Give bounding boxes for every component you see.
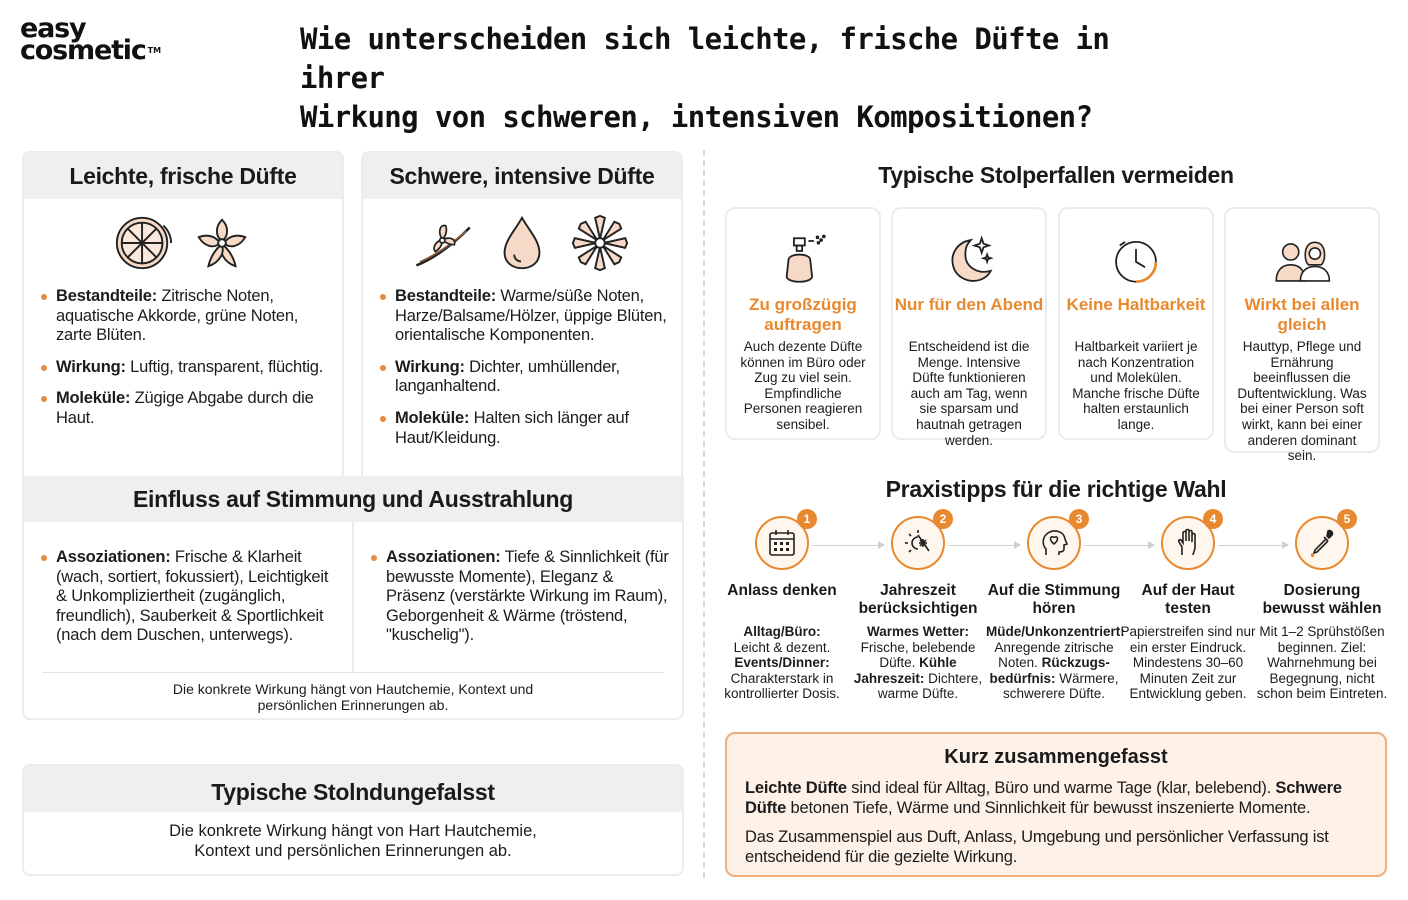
pitfall-text: Entscheidend ist die Menge. Intensive Düfte funktionieren auch am Tag, wenn sie sparsam und hautnah getragen werden.: [908, 339, 1030, 448]
tip-step-1: [714, 512, 850, 702]
light-scents-icons: [24, 199, 342, 287]
step-number-badge: 4: [1203, 509, 1223, 529]
light-scents-card: [22, 151, 344, 476]
light-scents-list: [24, 287, 342, 429]
step-number-badge: 1: [797, 509, 817, 529]
tip-text: Papierstreifen sind nur ein erster Eindruck. Mindestens 30–60 Minuten Zeit zur Entwicklung geben.: [1120, 624, 1256, 702]
flower-blossom-icon: [191, 212, 253, 274]
logo-trademark: TM: [147, 46, 162, 55]
list-item: Moleküle: Zügige Abgabe durch die Haut.: [56, 389, 332, 428]
pitfall-text: Hauttyp, Pflege und Ernährung beeinflussen die Duftentwicklung. Was bei einer Person soft wirkt, kann bei einer anderen dominant sein.: [1237, 339, 1367, 464]
column-divider: [703, 150, 705, 878]
pitfall-card-4: [1224, 207, 1380, 464]
pitfall-text: Auch dezente Düfte können im Büro oder Zug zu viel sein. Empfindliche Personen reagieren sensibel.: [740, 339, 866, 432]
tip-text: Müde/Unkonzentriert: Anregende zitrische Noten. Rückzugs-bedürfnis: Wärmere, schwerere Düfte.: [986, 624, 1125, 702]
light-scents-heading: Leichte, frische Düfte: [24, 153, 342, 199]
moon-stars-icon: [940, 231, 998, 289]
list-item: Wirkung: Dichter, umhüllender, langanhaltend.: [395, 358, 671, 397]
heavy-scents-list: [363, 287, 681, 448]
resin-drop-icon: [491, 212, 553, 274]
citrus-slice-icon: [113, 212, 175, 274]
tip-text: Warmes Wetter: Frische, belebende Düfte. Kühle Jahreszeit: Dichtere, warme Düfte.: [853, 624, 983, 702]
pitfall-title: Wirkt bei allen gleich: [1244, 295, 1360, 334]
list-item: Assoziationen: Frische & Klarheit (wach, sortiert, fokussiert), Leichtigkeit & Unkompliziertheit (zugänglich, freundlich), Sauberkeit & Sportlichkeit (nach dem Duschen, unterwegs).: [56, 548, 342, 646]
star-anise-icon: [569, 212, 631, 274]
list-item: Wirkung: Luftig, transparent, flüchtig.: [56, 358, 332, 378]
summary-paragraph-2: Das Zusammenspiel aus Duft, Anlass, Umgebung und persönlicher Verfassung ist entscheidend für die gezielte Wirkung.: [745, 828, 1329, 866]
mood-col-heavy: [354, 522, 682, 672]
logo-line-1: easy: [20, 13, 86, 44]
tip-step-5: [1254, 512, 1390, 702]
heavy-scents-heading: Schwere, intensive Düfte: [363, 153, 681, 199]
summary-box: [725, 732, 1387, 877]
tip-step-4: [1120, 512, 1256, 702]
people-icon: [1273, 231, 1331, 289]
summary-heading: Kurz zusammengefasst: [944, 746, 1168, 768]
pitfall-title: Nur für den Abend: [894, 295, 1044, 314]
tip-title: Auf die Stimmung hören: [987, 582, 1121, 617]
mood-note: Die konkrete Wirkung hängt von Hautchemie, Kontext und persönlichen Erinnerungen ab.: [42, 672, 664, 713]
heavy-scents-icons: [363, 199, 681, 287]
tips-heading: Praxistipps für die richtige Wahl: [885, 476, 1227, 502]
left-summary-heading: Typische Stolndungefalsst: [24, 766, 682, 812]
mood-heading: Einfluss auf Stimmung und Ausstrahlung: [24, 476, 682, 522]
left-summary-text: Die konkrete Wirkung hängt von Hart Hautchemie, Kontext und persönlichen Erinnerungen ab.: [169, 822, 537, 860]
sun-snowflake-icon: [902, 527, 934, 559]
pitfalls-heading: Typische Stolperfallen vermeiden: [878, 162, 1234, 188]
pitfall-card-2: [891, 207, 1047, 448]
dropper-icon: [1306, 527, 1338, 559]
list-item: Bestandteile: Warme/süße Noten, Harze/Balsame/Hölzer, üppige Blüten, orientalische Komponenten.: [395, 287, 671, 346]
pitfall-card-3: [1058, 207, 1214, 440]
tip-text: Mit 1–2 Sprühstößen beginnen. Ziel: Wahrnehmung bei Begegnung, nicht schon beim Eintreten.: [1256, 624, 1388, 702]
head-heart-icon: [1038, 527, 1070, 559]
tip-title: Jahreszeit berücksichtigen: [858, 582, 978, 617]
tip-title: Dosierung bewusst wählen: [1262, 582, 1382, 617]
summary-paragraph-1: Leichte Düfte sind ideal für Alltag, Büro und warme Tage (klar, belebend). Schwere Düfte betonen Tiefe, Wärme und Sinnlichkeit für bewusst inszenierte Momente.: [745, 779, 1342, 817]
pitfall-card-1: [725, 207, 881, 440]
tip-step-3: [986, 512, 1125, 702]
heavy-scents-card: [361, 151, 683, 476]
brand-logo: [20, 13, 190, 66]
list-item: Bestandteile: Zitrische Noten, aquatische Akkorde, grüne Noten, zarte Blüten.: [56, 287, 332, 346]
step-number-badge: 5: [1337, 509, 1357, 529]
tip-title: Anlass denken: [727, 582, 837, 599]
mood-card: [22, 476, 684, 720]
tip-title: Auf der Haut testen: [1141, 582, 1235, 617]
pitfall-title: Keine Haltbarkeit: [1066, 295, 1206, 314]
clock-icon: [1107, 231, 1165, 289]
logo-line-2: cosmetic: [20, 35, 146, 66]
list-item: Moleküle: Halten sich länger auf Haut/Kleidung.: [395, 409, 671, 448]
pitfall-title: Zu großzügig auftragen: [749, 295, 857, 334]
hand-icon: [1172, 527, 1204, 559]
list-item: Assoziationen: Tiefe & Sinnlichkeit (für bewusste Momente), Eleganz & Präsenz (verstärkte Wirkung im Raum), Geborgenheit & Wärme (tröstend, "kuschelig").: [386, 548, 672, 646]
page-title-line-2: Wirkung von schweren, intensiven Kompositionen?: [300, 100, 1093, 134]
page-title-line-1: Wie unterscheiden sich leichte, frische Düfte in ihrer: [300, 22, 1110, 95]
perfume-spray-icon: [774, 231, 832, 289]
vanilla-flower-icon: [413, 212, 475, 274]
left-summary-card: [22, 764, 684, 876]
page-title: [300, 20, 1200, 137]
pitfall-text: Haltbarkeit variiert je nach Konzentration und Molekülen. Manche frische Düfte halten erstaunlich lange.: [1072, 339, 1200, 432]
step-number-badge: 2: [933, 509, 953, 529]
mood-col-light: [24, 522, 354, 672]
calendar-icon: [766, 527, 798, 559]
step-number-badge: 3: [1069, 509, 1089, 529]
tip-text: Alltag/Büro: Leicht & dezent. Events/Dinner: Charakterstark in kontrollierter Dosis.: [724, 624, 840, 702]
tip-step-2: [850, 512, 986, 702]
